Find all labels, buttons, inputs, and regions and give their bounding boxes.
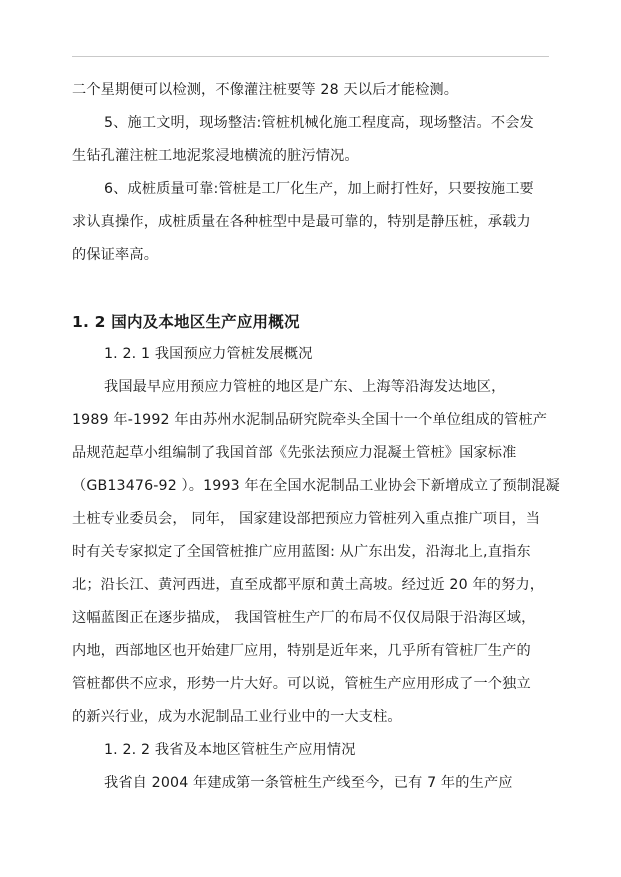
paragraph-line: 内地，西部地区也开始建厂应用，特别是近年来，几乎所有管桩厂生产的 — [72, 643, 531, 659]
paragraph-line: 5、施工文明，现场整洁:管桩机械化施工程度高，现场整洁。不会发 — [104, 115, 534, 131]
paragraph-line: 品规范起草小组编制了我国首部《先张法预应力混凝土管桩》国家标准 — [72, 445, 517, 461]
section-heading: 1. 2 国内及本地区生产应用概况 — [72, 313, 300, 331]
paragraph-line: 生钻孔灌注桩工地泥浆浸地横流的脏污情况。 — [72, 148, 359, 164]
paragraph-line: 1989 年-1992 年由苏州水泥制品研究院牵头全国十一个单位组成的管桩产 — [72, 412, 548, 428]
subsection-heading: 1. 2. 1 我国预应力管桩发展概况 — [104, 346, 313, 362]
paragraph-line: 北；沿长江、黄河西进，直至成都平原和黄土高坡。经过近 20 年的努力， — [72, 577, 545, 593]
subsection-heading: 1. 2. 2 我省及本地区管桩生产应用情况 — [104, 742, 356, 758]
paragraph-line: 这幅蓝图正在逐步描成， 我国管桩生产厂的布局不仅仅局限于沿海区域， — [72, 610, 536, 626]
paragraph-line: 6、成桩质量可靠:管桩是工厂化生产，加上耐打性好，只要按施工要 — [104, 181, 534, 197]
paragraph-line: 的新兴行业，成为水泥制品工业行业中的一大支柱。 — [72, 709, 402, 725]
paragraph-line: 土桩专业委员会， 同年， 国家建设部把预应力管桩列入重点推广项目，当 — [72, 511, 541, 527]
paragraph-line: 时有关专家拟定了全国管桩推广应用蓝图: 从广东出发，沿海北上,直指东 — [72, 544, 531, 560]
paragraph-line: 我省自 2004 年建成第一条管桩生产线至今，已有 7 年的生产应 — [104, 775, 513, 791]
paragraph-line: 管桩都供不应求，形势一片大好。可以说，管桩生产应用形成了一个独立 — [72, 676, 531, 692]
paragraph-line: 我国最早应用预应力管桩的地区是广东、上海等沿海发达地区， — [104, 379, 506, 395]
paragraph-line: 求认真操作，成桩质量在各种桩型中是最可靠的，特别是静压桩，承载力 — [72, 214, 531, 230]
paragraph-line: 二个星期便可以检测，不像灌注桩要等 28 天以后才能检测。 — [72, 82, 459, 98]
paragraph-line: （GB13476-92 ）。1993 年在全国水泥制品工业协会下新增成立了预制混凝 — [72, 478, 560, 494]
header-divider — [72, 56, 549, 57]
paragraph-line: 的保证率高。 — [72, 247, 159, 263]
